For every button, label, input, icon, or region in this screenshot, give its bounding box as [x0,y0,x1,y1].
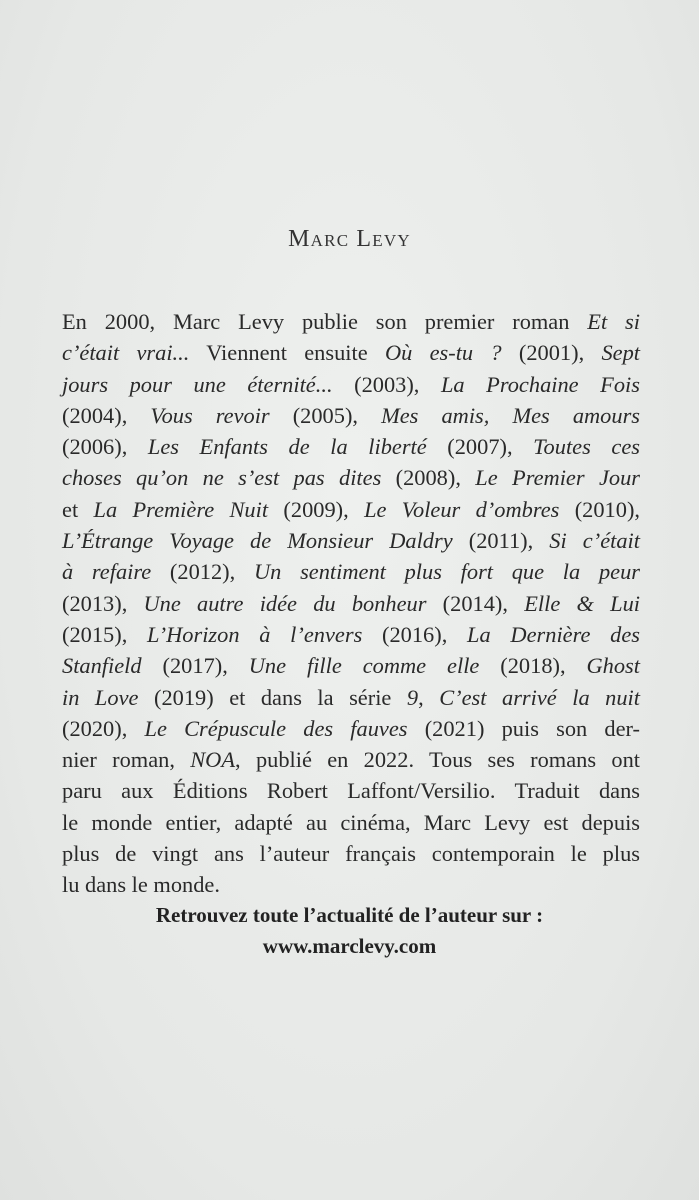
bio-text: Viennent ensuite [189,340,385,366]
book-title: Une autre idée du bonheur [143,590,427,616]
book-title: 9 [406,684,419,710]
book-title: in Love [62,684,139,710]
bio-line [62,650,640,681]
book-title: Les Enfants de la liberté [147,434,427,460]
book-title: C’est arrivé la nuit [439,684,640,710]
bio-line [62,306,640,337]
bio-line [62,713,640,744]
bio-text: (2001), [501,340,602,366]
bio-text: (2018), [479,653,587,679]
book-title: Le Crépuscule des fauves [144,715,408,741]
bio-text: (2019) et dans la série [138,684,407,710]
website-url: www.marclevy.com [262,934,437,958]
book-title: choses qu’on ne s’est pas dites [62,465,382,491]
bio-text: (2017), [141,653,249,679]
bio-text: (2009), [268,496,365,522]
bio-text: (2015), [62,621,148,647]
book-title: c’était vrai... [62,340,190,366]
book-title: L’Horizon à l’envers [147,621,363,647]
bio-line [62,588,640,619]
bio-text: nier roman, [62,747,191,773]
book-title: Une fille comme elle [248,653,480,679]
bio-text: (2003), [332,371,441,397]
bio-line [62,869,640,900]
book-title: Mes amis, Mes amours [381,402,640,428]
bio-line [62,744,640,775]
bio-text: (2016), [362,621,468,647]
bio-line [62,462,640,493]
book-title: Vous revoir [150,402,270,428]
bio-line [62,431,640,462]
bio-text: (2012), [151,559,254,585]
book-title: La Première Nuit [93,496,269,522]
bio-text: (2010), [559,496,640,522]
book-title: à refaire [62,559,152,585]
bio-line [62,619,640,650]
bio-line [62,400,640,431]
bio-text: plus de vingt ans l’auteur français contemporain le plus [62,841,640,867]
book-title: Stanfield [62,653,142,679]
book-title: La Prochaine Fois [440,371,640,397]
bio-text: (2020), [62,715,145,741]
book-title: NOA [190,747,236,773]
bio-line [62,337,640,368]
bio-text: (2021) puis son der- [407,715,641,741]
bio-line [62,494,640,525]
bio-text: , publié en 2022. Tous ses romans ont [235,747,640,773]
bio-text: (2005), [269,402,382,428]
book-title: Le Premier Jour [475,465,640,491]
bio-text: (2008), [381,465,476,491]
bio-text: , [418,684,440,710]
bio-line [62,775,640,806]
bio-text: (2014), [426,590,525,616]
bio-text: (2007), [426,434,534,460]
book-title: Toutes ces [533,434,640,460]
book-title: Le Voleur d’ombres [364,496,560,522]
bio-text: et [62,496,94,522]
book-title: Elle & Lui [524,590,640,616]
bio-text: En 2000, Marc Levy publie son premier roman [62,309,588,334]
bio-line [62,838,640,869]
book-title: Où es-tu ? [384,340,502,366]
author-heading: Marc Levy [288,226,411,252]
bio-line [62,682,640,713]
bio-text: (2004), [62,402,151,428]
bio-text: (2011), [452,528,550,554]
book-title: L’Étrange Voyage de Monsieur Daldry [62,528,453,554]
bio-line [62,807,640,838]
bio-text: le monde entier, adapté au cinéma, Marc Levy est depuis [62,809,640,835]
book-title: jours pour une éternité... [62,371,333,397]
book-title: Et si [587,309,640,334]
author-biography [62,306,640,901]
book-title: Ghost [586,653,640,679]
bio-text: paru aux Éditions Robert Laffont/Versilio. Traduit dans [62,778,640,804]
bio-text: (2013), [62,590,144,616]
bio-text: lu dans le monde. [62,872,220,898]
book-title: Sept [601,340,641,366]
bio-line [62,369,640,400]
website-notice-text: Retrouvez toute l’actualité de l’auteur sur : [155,903,544,927]
book-title: La Dernière des [467,621,640,647]
bio-line [62,556,640,587]
bio-line [62,525,640,556]
website-notice [0,900,699,962]
book-title: Un sentiment plus fort que la peur [253,559,640,585]
bio-text: (2006), [62,434,148,460]
book-title: Si c’était [549,528,640,554]
